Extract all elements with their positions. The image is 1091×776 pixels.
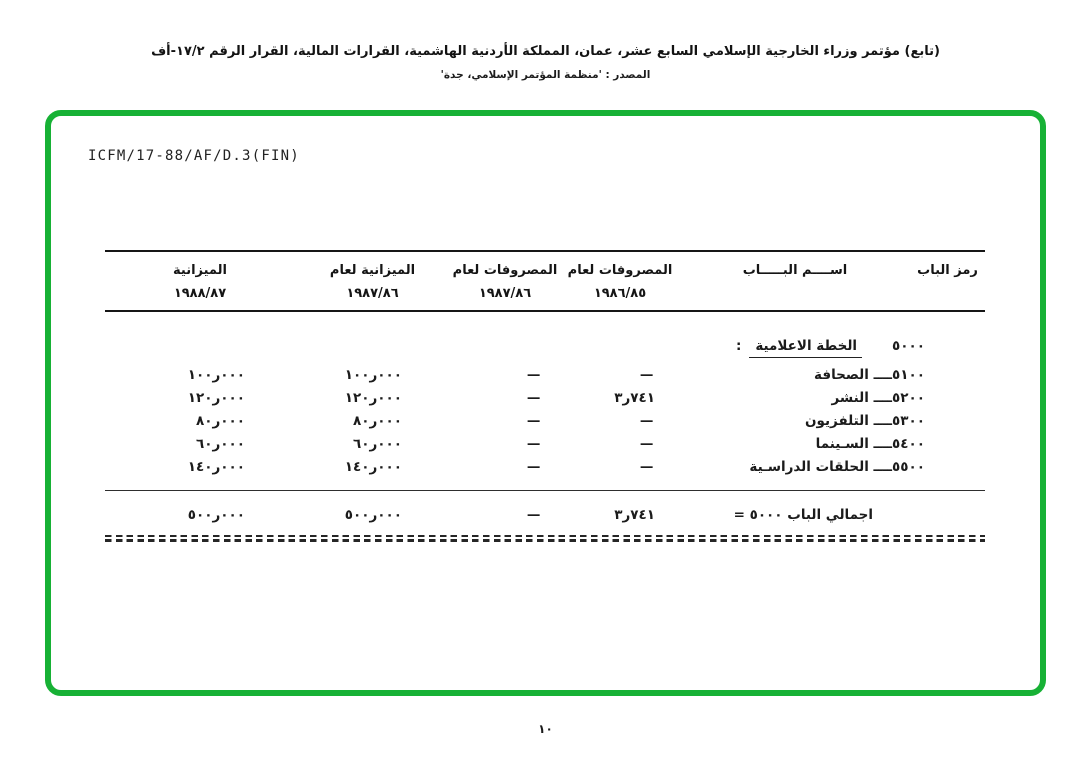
section-code: ٥٠٠٠ — [892, 338, 925, 354]
row-bud-8788: ١٤٠ر٠٠٠ — [187, 459, 245, 475]
row-bud-8687: ٨٠ر٠٠٠ — [353, 413, 402, 429]
header-budget-8788-label: الميزانية — [173, 263, 227, 278]
row-label: ٥١٠٠ــــ الصحافة — [814, 367, 925, 383]
table-row — [105, 410, 985, 433]
row-label: ٥٣٠٠ــــ التلفزيون — [804, 413, 925, 429]
section-colon: : — [735, 338, 742, 354]
row-exp-8687: — — [526, 436, 542, 452]
pre-total-rule — [105, 490, 985, 491]
table-row — [105, 364, 985, 387]
document-title: (تابع) مؤتمر وزراء الخارجية الإسلامي السابع عشر، عمان، المملكة الأردنية الهاشمية، القرارات المالية، القرار الرقم ١٧/٢-أف — [151, 44, 940, 59]
row-bud-8788: ٦٠ر٠٠٠ — [196, 436, 245, 452]
row-exp-8586: — — [639, 413, 655, 429]
row-bud-8788: ١٢٠ر٠٠٠ — [187, 390, 245, 406]
header-budget-8687 — [295, 260, 450, 304]
row-bud-8788: ٨٠ر٠٠٠ — [196, 413, 245, 429]
header-budget-8687-year: ١٩٨٧/٨٦ — [346, 286, 399, 301]
total-row — [105, 504, 985, 527]
dashed-line — [105, 535, 985, 537]
header-expenses-8687-year: ١٩٨٧/٨٦ — [478, 286, 532, 301]
total-exp-8586: ٣ر٧٤١ — [614, 507, 655, 523]
document-source-line: المصدر : 'منظمة المؤتمر الإسلامي، جدة' — [440, 69, 651, 81]
section-heading-row — [105, 338, 985, 364]
table-header-rule — [105, 310, 985, 312]
row-exp-8586: — — [639, 436, 655, 452]
row-bud-8687: ٦٠ر٠٠٠ — [353, 436, 402, 452]
row-label: ٥٤٠٠ــــ السـينما — [815, 436, 925, 452]
row-label: ٥٢٠٠ــــ النشر — [831, 390, 925, 406]
row-exp-8687: — — [526, 390, 542, 406]
total-exp-8687: — — [526, 507, 542, 523]
row-bud-8687: ١٤٠ر٠٠٠ — [344, 459, 402, 475]
header-code-column — [910, 260, 985, 304]
row-exp-8687: — — [526, 459, 542, 475]
header-name-column — [680, 260, 910, 304]
table-header-row — [105, 252, 985, 310]
header-expenses-8586 — [560, 260, 680, 304]
row-exp-8586: — — [639, 367, 655, 383]
header-name-label: اســــم البـــــاب — [742, 263, 848, 278]
row-bud-8788: ١٠٠ر٠٠٠ — [187, 367, 245, 383]
header-budget-8687-label: الميزانية لعام — [329, 263, 416, 278]
total-bud-8788: ٥٠٠ر٠٠٠ — [187, 507, 245, 523]
header-expenses-8687-label: المصروفات لعام — [452, 263, 558, 278]
double-dashed-rule — [105, 535, 985, 542]
row-exp-8687: — — [526, 413, 542, 429]
header-expenses-8586-year: ١٩٨٦/٨٥ — [593, 286, 647, 301]
row-exp-8687: — — [526, 367, 542, 383]
section-title: الخطة الاعلامية — [749, 338, 862, 358]
header-expenses-8586-label: المصروفات لعام — [567, 263, 673, 278]
row-bud-8687: ١٢٠ر٠٠٠ — [344, 390, 402, 406]
header-budget-8788-year: ١٩٨٨/٨٧ — [173, 286, 227, 301]
table-row — [105, 387, 985, 410]
total-bud-8687: ٥٠٠ر٠٠٠ — [344, 507, 402, 523]
table-row — [105, 433, 985, 456]
header-code-label: رمز الباب — [917, 263, 978, 278]
dashed-line — [105, 539, 985, 541]
total-label: اجمالي الباب ٥٠٠٠ = — [733, 507, 873, 523]
row-label: ٥٥٠٠ــــ الحلقات الدراسـية — [749, 459, 925, 475]
row-bud-8687: ١٠٠ر٠٠٠ — [344, 367, 402, 383]
header-expenses-8687 — [450, 260, 560, 304]
row-exp-8586: — — [639, 459, 655, 475]
table-row — [105, 456, 985, 479]
reference-code: ICFM/17-88/AF/D.3(FIN) — [88, 148, 300, 164]
header-budget-8788 — [105, 260, 295, 304]
page-number: ١٠ — [538, 722, 553, 736]
row-exp-8586: ٣ر٧٤١ — [614, 390, 655, 406]
budget-table — [105, 250, 985, 542]
